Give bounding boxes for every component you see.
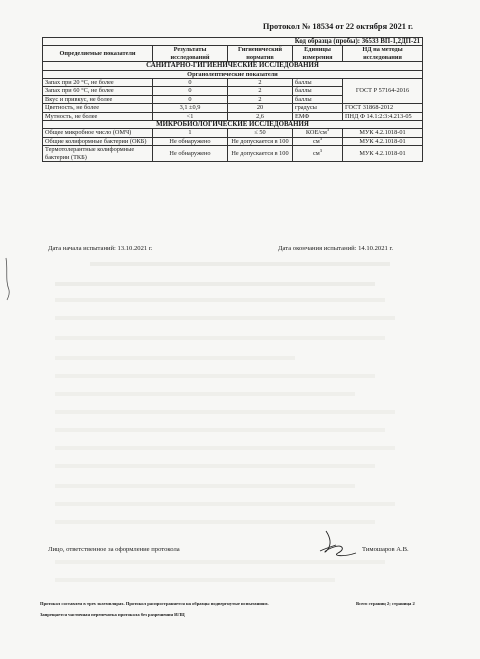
row-result: 0 [153, 87, 228, 95]
row-norm: 2,6 [228, 112, 293, 120]
row-name: Термотолерантные колиформные бактерии (ТКБ) [43, 146, 153, 162]
section-title: МИКРОБИОЛОГИЧЕСКИЕ ИССЛЕДОВАНИЯ [43, 121, 423, 129]
unit-superscript: 3 [319, 147, 323, 153]
table-row [43, 129, 423, 137]
unit-superscript: 3 [319, 135, 323, 141]
row-method: ГОСТ 31868-2012 [343, 104, 423, 112]
unit-text: см [312, 149, 320, 157]
row-name: Общее микробное число (ОМЧ) [43, 129, 153, 137]
responsible-person-name: Тимошаров А.В. [362, 546, 409, 553]
table-row [43, 79, 423, 87]
results-table [42, 37, 423, 162]
margin-pen-mark [2, 256, 16, 302]
row-name: Общие колиформные бактерии (ОКБ) [43, 137, 153, 145]
row-norm: 2 [228, 79, 293, 87]
row-method: ГОСТ Р 57164-2016 [343, 79, 423, 104]
protocol-title: Протокол № 18534 от 22 октября 2021 г. [262, 22, 413, 31]
subsection-title: Органолептические показатели [43, 70, 423, 78]
row-method: МУК 4.2.1018-01 [343, 146, 423, 162]
row-name: Запах при 20 °С, не более [43, 79, 153, 87]
column-header: НД на методы исследования [343, 46, 423, 62]
column-header: Гигиенический норматив [228, 46, 293, 62]
row-result: 1 [153, 129, 228, 137]
footer-note-1: Протокол составлен в трех экземплярах. Протокол распространяется на образцы подвергнутые испытаниям. [40, 601, 269, 606]
unit-text: КОЕ/см [305, 129, 327, 137]
row-result: <1 [153, 112, 228, 120]
unit-text: см [312, 137, 320, 145]
unit-superscript: 3 [326, 127, 330, 133]
section-title: САНИТАРНО-ГИГИЕНИЧЕСКИЕ ИССЛЕДОВАНИЯ [43, 62, 423, 70]
test-end-date: Дата окончания испытаний: 14.10.2021 г. [278, 245, 394, 252]
row-result: Не обнаружено [153, 146, 228, 162]
test-start-date: Дата начала испытаний: 13.10.2021 г. [48, 245, 153, 252]
table-header-row [43, 46, 423, 62]
row-name: Вкус и привкус, не более [43, 95, 153, 103]
row-name: Запах при 60 °С, не более [43, 87, 153, 95]
row-result: 3,1 ±0,9 [153, 104, 228, 112]
handwritten-signature [312, 527, 362, 559]
row-name: Мутность, не более [43, 112, 153, 120]
signature-label: Лицо, ответственное за оформление протокола [48, 546, 180, 553]
table-row [43, 137, 423, 145]
row-method: ПНД Ф 14.1:2:3:4.213-05 [343, 112, 423, 120]
column-header: Единицы измерения [293, 46, 343, 62]
sample-code: Код образца (пробы): 36533 ВП-1,2ДП-21 [43, 38, 423, 46]
row-norm: ≤ 50 [228, 129, 293, 137]
table-row [43, 146, 423, 162]
row-norm: 2 [228, 87, 293, 95]
row-norm: Не допускается в 100 [228, 146, 293, 162]
row-unit: градусы [293, 104, 343, 112]
row-unit: баллы [293, 87, 343, 95]
row-unit [293, 137, 343, 145]
row-norm: 2 [228, 95, 293, 103]
table-row [43, 112, 423, 120]
row-norm: 20 [228, 104, 293, 112]
page-count: Всего страниц 2; страница 2 [356, 601, 415, 606]
column-header: Результаты исследований [153, 46, 228, 62]
row-method: МУК 4.2.1018-01 [343, 129, 423, 137]
row-result: 0 [153, 95, 228, 103]
footer-note-2: Запрещается частичная перепечатка протокола без разрешения ИЛЦ [40, 612, 185, 617]
row-name: Цветность, не более [43, 104, 153, 112]
column-header: Определяемые показатели [43, 46, 153, 62]
row-unit: ЕМФ [293, 112, 343, 120]
row-norm: Не допускается в 100 [228, 137, 293, 145]
row-unit: баллы [293, 95, 343, 103]
row-result: Не обнаружено [153, 137, 228, 145]
row-method: МУК 4.2.1018-01 [343, 137, 423, 145]
row-unit: баллы [293, 79, 343, 87]
row-result: 0 [153, 79, 228, 87]
table-row [43, 104, 423, 112]
row-unit [293, 146, 343, 162]
row-unit [293, 129, 343, 137]
